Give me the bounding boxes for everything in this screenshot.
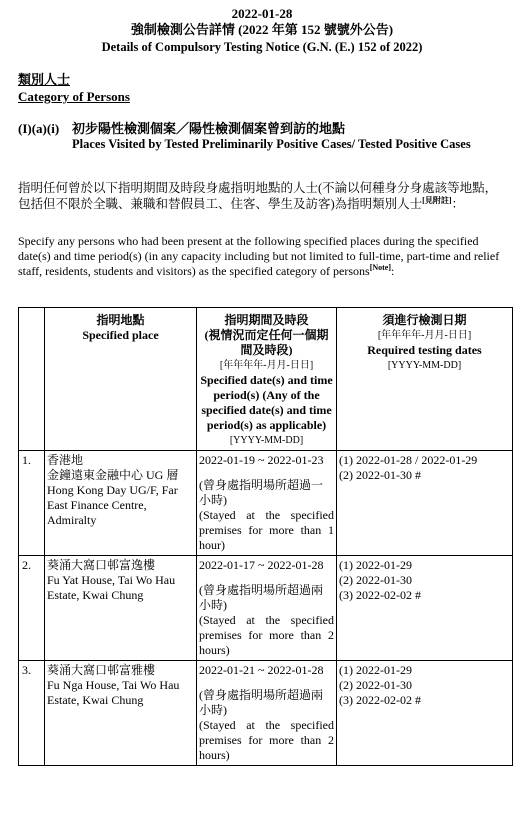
row-tests	[337, 556, 513, 661]
intro-end-en: :	[391, 264, 395, 278]
row-place	[45, 556, 197, 661]
test-date: (3) 2022-02-02 #	[339, 588, 421, 602]
intro-paragraph-en	[18, 234, 508, 279]
row-place	[45, 451, 197, 556]
period-note-en: (Stayed at the specified premises for more than 1 hour)	[199, 508, 334, 552]
period-note-en: (Stayed at the specified premises for more than 2 hours)	[199, 613, 334, 657]
place-en: Fu Nga House, Tai Wo Hau Estate, Kwai Chung	[47, 678, 180, 707]
period-note-zh: (曾身處指明場所超過兩小時)	[199, 583, 323, 612]
row-period	[197, 556, 337, 661]
row-tests	[337, 661, 513, 766]
table-row	[19, 451, 513, 556]
row-period	[197, 661, 337, 766]
header-period-format: [YYYY-MM-DD]	[229, 435, 304, 446]
row-number: 2.	[19, 556, 45, 661]
category-heading-en: Category of Persons	[18, 89, 130, 104]
header-period	[197, 308, 337, 451]
period-note-en: (Stayed at the specified premises for more than 2 hours)	[199, 718, 334, 762]
period-dates: 2022-01-19 ~ 2022-01-23	[199, 453, 324, 467]
header-period-zh-sub: (視情況而定任何一個期間及時段)	[204, 328, 329, 357]
test-date: (2) 2022-01-30 #	[339, 468, 421, 482]
header-period-zh: 指明期間及時段	[224, 313, 309, 327]
category-heading-zh: 類別人士	[18, 72, 71, 87]
header-num	[19, 308, 45, 451]
header-period-unit: [年年年年-月月-日日]	[219, 360, 314, 371]
section-title-zh: 初步陽性檢測個案／陽性檢測個案曾到訪的地點	[72, 121, 346, 136]
section-number: (I)(a)(i)	[18, 121, 60, 136]
test-date: (3) 2022-02-02 #	[339, 693, 421, 707]
period-dates: 2022-01-21 ~ 2022-01-28	[199, 663, 324, 677]
header-place	[45, 308, 197, 451]
place-en: Hong Kong Day UG/F, Far East Finance Centre, Admiralty	[47, 483, 178, 527]
header-place-zh: 指明地點	[96, 313, 145, 327]
place-zh: 香港地	[47, 453, 84, 467]
place-zh-detail: 金鐘遠東金融中心 UG 層	[47, 468, 179, 482]
header-test-zh: 須進行檢測日期	[382, 313, 467, 327]
period-note-zh: (曾身處指明場所超過兩小時)	[199, 688, 323, 717]
place-zh: 葵涌大窩口邨富逸樓	[47, 558, 156, 572]
test-date: (1) 2022-01-29	[339, 558, 412, 572]
note-ref-en[interactable]: [Note]	[369, 263, 392, 272]
test-date: (1) 2022-01-29	[339, 663, 412, 677]
table-header-row	[19, 308, 513, 451]
intro-text-en: Specify any persons who had been present at the following specified places during the specified date(s) and time period(s) (in any capacity including but not limited to full-time, part-time and relief staff, residents, students and visitors) as the specified category of persons	[18, 234, 500, 278]
row-number: 3.	[19, 661, 45, 766]
table-row	[19, 556, 513, 661]
row-tests	[337, 451, 513, 556]
places-table	[18, 307, 513, 766]
header-place-en: Specified place	[82, 328, 159, 342]
intro-end-zh: ：	[451, 197, 465, 211]
section-title-en: Places Visited by Tested Preliminarily Positive Cases/ Tested Positive Cases	[72, 137, 471, 151]
test-date: (1) 2022-01-28 / 2022-01-29	[339, 453, 478, 467]
period-note-zh: (曾身處指明場所超過一小時)	[199, 478, 323, 507]
header-period-en: Specified date(s) and time period(s) (Any of the specified date(s) and time period(s) as applicable)	[200, 373, 333, 432]
row-period	[197, 451, 337, 556]
place-en: Fu Yat House, Tai Wo Hau Estate, Kwai Chung	[47, 573, 176, 602]
notice-title-zh: 強制檢測公告詳情 (2022 年第 152 號號外公告)	[130, 22, 394, 37]
header-test-en: Required testing dates	[367, 343, 482, 357]
table-row	[19, 661, 513, 766]
row-place	[45, 661, 197, 766]
note-ref-zh[interactable]: [見附註]	[422, 195, 452, 205]
intro-paragraph-zh	[18, 180, 508, 212]
place-zh: 葵涌大窩口邨富雅樓	[47, 663, 156, 677]
notice-title-en: Details of Compulsory Testing Notice (G.N. (E.) 152 of 2022)	[101, 40, 423, 54]
row-number: 1.	[19, 451, 45, 556]
test-date: (2) 2022-01-30	[339, 573, 412, 587]
header-test-unit: [年年年年-月月-日日]	[377, 330, 472, 341]
test-date: (2) 2022-01-30	[339, 678, 412, 692]
header-test	[337, 308, 513, 451]
header-test-format: [YYYY-MM-DD]	[387, 360, 462, 371]
period-dates: 2022-01-17 ~ 2022-01-28	[199, 558, 324, 572]
notice-date: 2022-01-28	[231, 6, 293, 21]
intro-text-zh: 指明任何曾於以下指明期間及時段身處指明地點的人士(不論以何種身分身處該等地點，包括但不限於全職、兼職和替假員工、住客、學生及訪客)為指明類別人士	[18, 181, 498, 211]
